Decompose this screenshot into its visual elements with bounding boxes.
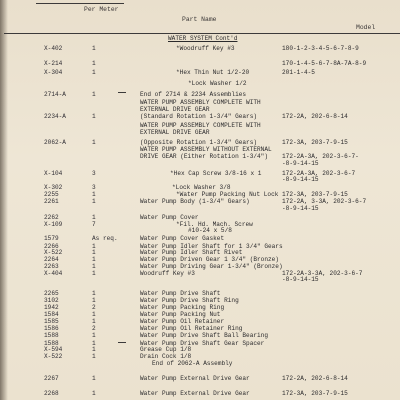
part-number: 2268 bbox=[44, 390, 59, 397]
part-number: 2266 bbox=[44, 243, 59, 250]
quantity: 1 bbox=[92, 60, 96, 67]
quantity: 1 bbox=[92, 113, 96, 120]
quantity: 1 bbox=[92, 45, 96, 52]
part-name: Water Pump Drive Shaft Ball Bearing bbox=[140, 332, 268, 339]
part-name: *Lock Washer 1/2 bbox=[188, 80, 247, 87]
part-name: Water Pump Idler Shaft for 1 3/4" Gears bbox=[140, 243, 283, 250]
part-name: EXTERNAL DRIVE GEAR bbox=[140, 106, 210, 113]
quantity: 1 bbox=[92, 332, 96, 339]
header-rule bbox=[4, 33, 400, 34]
part-name: Water Pump Drive Shaft Gear Spacer bbox=[140, 340, 265, 347]
col-header-part-name: Part Name bbox=[182, 16, 217, 23]
model-numbers: 172-2A-3A, 202-3-6-7 bbox=[282, 170, 356, 177]
part-name: Water Pump External Drive Gear bbox=[140, 375, 250, 382]
part-name: Water Pump Packing Nut bbox=[140, 311, 221, 318]
part-name: *Hex Cap Screw 3/8-16 x 1 bbox=[170, 170, 262, 177]
part-number: X-594 bbox=[44, 346, 63, 353]
quantity: 1 bbox=[92, 340, 96, 347]
part-name: WATER PUMP ASSEMBLY WITHOUT EXTERNAL bbox=[140, 146, 272, 153]
part-name: Water Pump Oil Retainer Ring bbox=[140, 325, 243, 332]
part-number: 2261 bbox=[44, 198, 59, 205]
quantity: 1 bbox=[92, 270, 96, 277]
dash-mark bbox=[118, 92, 126, 93]
part-number: X-214 bbox=[44, 60, 63, 67]
quantity: 3 bbox=[92, 170, 96, 177]
quantity: 1 bbox=[92, 69, 96, 76]
part-name: Woodruff Key #3 bbox=[140, 270, 195, 277]
part-name: (Opposite Rotation 1-3/4" Gears) bbox=[140, 139, 258, 146]
part-name: Water Pump Oil Retainer bbox=[140, 318, 225, 325]
part-name: *Fil. Hd. Mach. Screw bbox=[176, 221, 253, 228]
part-number: 2262 bbox=[44, 214, 59, 221]
part-name: Water Pump Cover Gasket bbox=[140, 235, 225, 242]
part-name: Drain Cock 1/8 bbox=[140, 353, 192, 360]
part-number: 2264 bbox=[44, 256, 59, 263]
part-name: Water Pump Cover bbox=[140, 214, 199, 221]
model-numbers: 201-1-4-5 bbox=[282, 69, 315, 76]
model-numbers: -8-9-14-15 bbox=[282, 276, 319, 283]
quantity: 1 bbox=[92, 191, 96, 198]
part-number: 2267 bbox=[44, 375, 59, 382]
quantity: 1 bbox=[92, 318, 96, 325]
part-name: Water Pump Driven Gear 1 3/4" (Bronze) bbox=[140, 256, 279, 263]
part-number: X-302 bbox=[44, 184, 63, 191]
part-name: (Standard Rotation 1-3/4" Gears) bbox=[140, 113, 258, 120]
header-rule-top bbox=[36, 3, 124, 4]
part-name: WATER PUMP ASSEMBLY COMPLETE WITH bbox=[140, 99, 261, 106]
part-number: 2255 bbox=[44, 191, 59, 198]
part-name: Water Pump Packing Ring bbox=[140, 304, 225, 311]
quantity: 1 bbox=[92, 346, 96, 353]
part-name: Water Pump Idler Shaft Rivet bbox=[140, 249, 243, 256]
part-number: 2263 bbox=[44, 263, 59, 270]
part-name: *Water Pump Packing Nut Lock bbox=[176, 191, 279, 198]
quantity: 1 bbox=[92, 390, 96, 397]
part-number: 1588 bbox=[44, 332, 59, 339]
part-number: X-104 bbox=[44, 170, 63, 177]
part-name: #10-24 x 5/8 bbox=[188, 227, 232, 234]
quantity: 1 bbox=[92, 214, 96, 221]
model-numbers: -8-9-14-15 bbox=[282, 205, 319, 212]
quantity: 1 bbox=[92, 297, 96, 304]
part-name: Water Pump Drive Shaft bbox=[140, 290, 221, 297]
quantity: 1 bbox=[92, 263, 96, 270]
quantity: 3 bbox=[92, 184, 96, 191]
part-name: DRIVE GEAR (Either Rotation 1-3/4") bbox=[140, 153, 268, 160]
part-name: End of 2062-A Assembly bbox=[152, 360, 233, 367]
quantity: 2 bbox=[92, 304, 96, 311]
part-name: *Hex Thin Nut 1/2-20 bbox=[176, 69, 250, 76]
part-number: 1942 bbox=[44, 304, 59, 311]
part-name: *Lock Washer 3/8 bbox=[172, 184, 231, 191]
model-numbers: 172-3A, 203-7-9-15 bbox=[282, 139, 348, 146]
part-number: 1579 bbox=[44, 235, 59, 242]
part-name: Water Pump Driving Gear 1-3/4" (Bronze) bbox=[140, 263, 283, 270]
quantity: 1 bbox=[92, 139, 96, 146]
model-numbers: 172-2A, 202-6-8-14 bbox=[282, 113, 348, 120]
quantity: 1 bbox=[92, 198, 96, 205]
col-header-model: Model bbox=[356, 24, 376, 31]
part-name: EXTERNAL DRIVE GEAR bbox=[140, 129, 210, 136]
part-number: X-522 bbox=[44, 249, 63, 256]
part-name: *Woodruff Key #3 bbox=[176, 45, 235, 52]
part-number: 1588 bbox=[44, 340, 59, 347]
quantity: 1 bbox=[92, 256, 96, 263]
model-numbers: 172-2A-3A, 202-3-6-7- bbox=[282, 153, 359, 160]
model-numbers: 172-2A, 3-3A, 202-3-6-7 bbox=[282, 198, 367, 205]
model-numbers: 172-3A, 203-7-9-15 bbox=[282, 390, 348, 397]
part-number: 2062-A bbox=[44, 139, 66, 146]
part-number: X-304 bbox=[44, 69, 63, 76]
model-numbers: 172-3A, 203-7-9-15 bbox=[282, 191, 348, 198]
quantity: 1 bbox=[92, 353, 96, 360]
part-number: 2265 bbox=[44, 290, 59, 297]
page-edge-shadow bbox=[0, 0, 8, 400]
part-name: Grease Cup 1/8 bbox=[140, 346, 192, 353]
model-numbers: 180-1-2-3-4-5-6-7-8-9 bbox=[282, 45, 359, 52]
part-name: WATER PUMP ASSEMBLY COMPLETE WITH bbox=[140, 122, 261, 129]
part-number: 2234-A bbox=[44, 113, 66, 120]
quantity: 1 bbox=[92, 290, 96, 297]
part-number: X-522 bbox=[44, 353, 63, 360]
model-numbers: 172-2A, 202-6-8-14 bbox=[282, 375, 348, 382]
quantity: 1 bbox=[92, 91, 96, 98]
quantity: 1 bbox=[92, 243, 96, 250]
section-title: WATER SYSTEM Cont'd bbox=[168, 35, 238, 42]
model-numbers: -8-9-14-15 bbox=[282, 176, 319, 183]
quantity: As req. bbox=[92, 235, 118, 242]
part-number: 1585 bbox=[44, 318, 59, 325]
quantity: 1 bbox=[92, 375, 96, 382]
quantity: 1 bbox=[92, 311, 96, 318]
part-name: End of 2714 & 2234 Assemblies bbox=[140, 91, 247, 98]
part-name: Water Pump External Drive Gear bbox=[140, 390, 250, 397]
quantity: 1 bbox=[92, 249, 96, 256]
part-number: 1584 bbox=[44, 311, 59, 318]
part-number: 2714-A bbox=[44, 91, 66, 98]
part-number: 3102 bbox=[44, 297, 59, 304]
part-number: X-402 bbox=[44, 45, 63, 52]
part-name: Water Pump Drive Shaft Ring bbox=[140, 297, 239, 304]
dash-mark bbox=[118, 342, 126, 343]
model-numbers: 170-1-4-5-6-7-8A-7A-8-9 bbox=[282, 60, 367, 67]
part-number: X-109 bbox=[44, 221, 63, 228]
quantity: 7 bbox=[92, 221, 96, 228]
quantity: 2 bbox=[92, 325, 96, 332]
model-numbers: -8-9-14-15 bbox=[282, 160, 319, 167]
part-number: 1586 bbox=[44, 325, 59, 332]
part-number: X-404 bbox=[44, 270, 63, 277]
model-numbers: 172-2A-3-3A, 202-3-6-7 bbox=[282, 270, 363, 277]
part-name: Water Pump Body (1-3/4" Gears) bbox=[140, 198, 250, 205]
col-header-qty: Per Meter bbox=[84, 6, 119, 13]
